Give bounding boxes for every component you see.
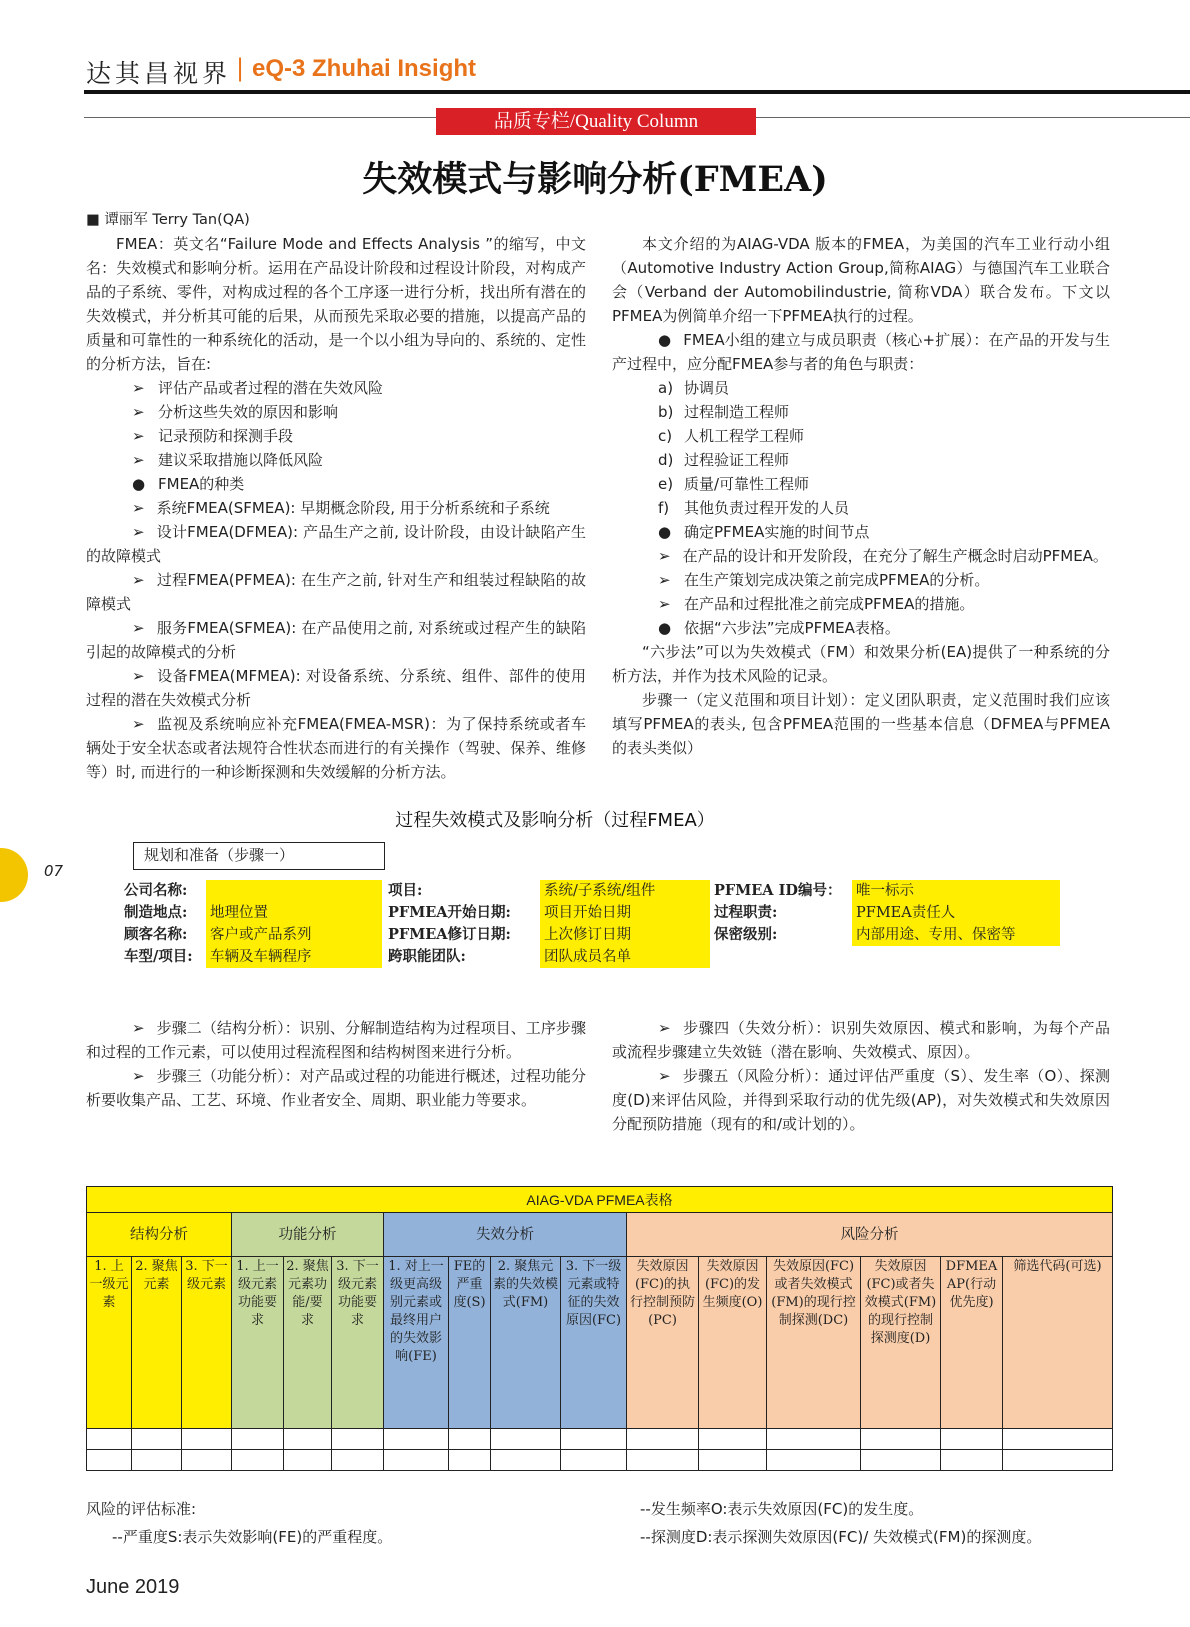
issue-date: June 2019 [86, 1576, 180, 1598]
column-header: FE的严重度(S) [449, 1257, 491, 1429]
brand-english: eQ-3 Zhuhai Insight [252, 55, 477, 82]
author-marker: ■ [86, 212, 100, 228]
bullet-heading: ● FMEA小组的建立与成员职责（核心+扩展）：在产品的开发与生产过程中，应分配FMEA参与者的角色与职责： [612, 331, 1110, 373]
arrow-icon: ➢ [132, 427, 145, 445]
criteria-occurrence: --发生频率O:表示失效原因(FC)的发生度。 [640, 1500, 924, 1518]
model-label: 车型/项目: [124, 948, 193, 965]
arrow-icon: ➢ [132, 1067, 145, 1085]
confidentiality-label: 保密级别: [714, 926, 778, 943]
step3-paragraph: ➢ 步骤三（功能分析）：对产品或过程的功能进行概述，过程功能分析要收集产品、工艺、环境、作业者安全、周期、职业能力等要求。 [86, 1067, 586, 1109]
column-header: 失效原因(FC)或者失效模式(FM)的现行控制探测(DC) [767, 1257, 861, 1429]
arrow-icon: ➢ [132, 1019, 145, 1037]
criteria-heading: 风险的评估标准: [86, 1500, 197, 1518]
group-failure-analysis: 失效分析 [384, 1213, 627, 1257]
group-risk-analysis: 风险分析 [627, 1213, 1113, 1257]
step4-paragraph: ➢ 步骤四（失效分析）：识别失效原因、模式和影响，为每个产品或流程步骤建立失效链（潜在影响、失效模式、原因）。 [612, 1019, 1110, 1061]
list-item: ➢ 设备FMEA(MFMEA): 对设备系统、分系统、组件、部件的使用过程的潜在失效模式分析 [86, 667, 586, 709]
pfmea-table [86, 1186, 1113, 1471]
author-name: 谭丽军 Terry Tan(QA) [104, 212, 250, 228]
column-header: 3. 下一级元素或特征的失效原因(FC) [561, 1257, 627, 1429]
pfmea-id-value: 唯一标示 [852, 880, 1060, 902]
bullet-icon: ● [132, 475, 146, 493]
arrow-icon: ➢ [132, 667, 145, 685]
list-item: ➢ 系统FMEA(SFMEA): 早期概念阶段, 用于分析系统和子系统 [132, 499, 550, 517]
column-header: 2. 聚焦元素功能/要求 [284, 1257, 332, 1429]
column-header: 2. 聚焦元素的失效模式(FM) [491, 1257, 561, 1429]
column-header: 1. 上一级元素 [87, 1257, 132, 1429]
pfmea-id-label: PFMEA ID编号： [714, 882, 842, 899]
table-row [87, 1429, 1113, 1450]
arrow-icon: ➢ [658, 1067, 671, 1085]
list-item: c) 人机工程学工程师 [658, 427, 805, 445]
step-one-box: 规划和准备（步骤一） [133, 842, 385, 870]
column-header: 失效原因(FC)的执行控制预防(PC) [627, 1257, 699, 1429]
arrow-icon: ➢ [132, 571, 145, 589]
list-item: ➢ 在生产策划完成决策之前完成PFMEA的分析。 [612, 568, 1110, 592]
column-header: 2. 聚焦元素 [132, 1257, 182, 1429]
article-title: 失效模式与影响分析(FMEA) [362, 159, 828, 200]
arrow-icon: ➢ [132, 451, 145, 469]
article-left-column [86, 208, 586, 784]
arrow-icon: ➢ [658, 1019, 671, 1037]
group-function-analysis: 功能分析 [232, 1213, 384, 1257]
arrow-icon: ➢ [658, 595, 671, 613]
list-item: b) 过程制造工程师 [658, 403, 790, 421]
list-item: ➢ 建议采取措施以降低风险 [86, 448, 586, 472]
revision-date-value: 上次修订日期 [540, 924, 710, 946]
customer-label: 顾客名称: [124, 926, 188, 943]
list-item: ➢ 分析这些失效的原因和影响 [86, 400, 586, 424]
bullet-heading: ● 依据“六步法”完成PFMEA表格。 [612, 616, 1110, 640]
column-header: 3. 下一级元素功能要求 [332, 1257, 384, 1429]
plant-value: 地理位置 [206, 902, 382, 924]
table-caption: AIAG-VDA PFMEA表格 [87, 1187, 1113, 1213]
list-item: a) 协调员 [658, 379, 730, 397]
step2-paragraph: ➢ 步骤二（结构分析）：识别、分解制造结构为过程项目、工序步骤和过程的工作元素，可以使用过程流程图和结构树图来进行分析。 [86, 1019, 586, 1061]
column-header: 筛选代码(可选) [1003, 1257, 1113, 1429]
bullet-icon: ● [658, 523, 672, 541]
team-label: 跨职能团队: [388, 948, 466, 965]
model-value: 车辆及车辆程序 [206, 946, 382, 968]
customer-value: 客户或产品系列 [206, 924, 382, 946]
arrow-icon: ➢ [132, 403, 145, 421]
list-item: ➢ 在产品和过程批准之前完成PFMEA的措施。 [612, 592, 1110, 616]
start-date-label: PFMEA开始日期: [388, 904, 511, 921]
pfmea-header-form [0, 880, 1190, 970]
list-item: ➢ 记录预防和探测手段 [86, 424, 586, 448]
table-row [87, 1450, 1113, 1471]
list-item: ➢ 设计FMEA(DFMEA): 产品生产之前, 设计阶段，由设计缺陷产生的故障模式 [86, 523, 586, 565]
group-structure-analysis: 结构分析 [87, 1213, 232, 1257]
subject-value: 系统/子系统/组件 [540, 880, 710, 902]
bullet-heading: ● 确定PFMEA实施的时间节点 [612, 520, 1110, 544]
page-number: 07 [44, 862, 64, 880]
list-item: d) 过程验证工程师 [658, 451, 790, 469]
article-right-column [612, 232, 1110, 760]
arrow-icon: ➢ [132, 619, 145, 637]
steps-right-column [612, 1016, 1110, 1136]
column-header: DFMEA AP(行动优先度) [941, 1257, 1003, 1429]
brand-chinese: 达其昌视界 [86, 59, 232, 88]
list-item: ➢ 过程FMEA(PFMEA): 在生产之前, 针对生产和组装过程缺陷的故障模式 [86, 571, 586, 613]
six-step-paragraph: “六步法”可以为失效模式（FM）和效果分析(EA)提供了一种系统的分析方法，并作为技术风险的记录。 [612, 643, 1110, 685]
plant-label: 制造地点: [124, 904, 188, 921]
brand-separator: | [236, 54, 245, 82]
arrow-icon: ➢ [132, 499, 145, 517]
company-label: 公司名称: [124, 882, 188, 899]
intro-paragraph: FMEA：英文名“Failure Mode and Effects Analysis ”的缩写，中文名：失效模式和影响分析。运用在产品设计阶段和过程设计阶段，对构成产品的子系统、零件，对构成过程的各个工序逐一进行分析，找出所有潜在的失效模式，并分析其可能的后果，从而预先采取必要的措施，以提高产品的质量和可靠性的一种系统化的活动，是一个以小组为导向的、系统的、定性的分析方法，旨在: [86, 235, 586, 373]
bullet-icon: ● [658, 331, 672, 349]
list-item: ➢ 评估产品或者过程的潜在失效风险 [86, 376, 586, 400]
revision-date-label: PFMEA修订日期: [388, 926, 511, 943]
author-line [86, 208, 586, 232]
list-item: e) 质量/可靠性工程师 [658, 475, 810, 493]
column-header: 失效原因(FC)或者失效模式(FM)的现行控制探测度(D) [861, 1257, 941, 1429]
bullet-icon: ● [658, 619, 672, 637]
column-header: 3. 下一级元素 [182, 1257, 232, 1429]
criteria-detection: --探测度D:表示探测失效原因(FC)/ 失效模式(FM)的探测度。 [640, 1528, 1042, 1546]
column-header: 失效原因(FC)的发生频度(O) [699, 1257, 767, 1429]
criteria-severity: --严重度S:表示失效影响(FE)的严重程度。 [112, 1528, 393, 1546]
step5-paragraph: ➢ 步骤五（风险分析）：通过评估严重度（S）、发生率（O）、探测度(D)来评估风险，并得到采取行动的优先级(AP)，对失效模式和失效原因分配预防措施（现有的和/或计划的）。 [612, 1067, 1110, 1133]
aiag-vda-paragraph: 本文介绍的为AIAG-VDA 版本的FMEA，为美国的汽车工业行动小组（Automotive Industry Action Group,简称AIAG）与德国汽车工业联合会（Verband der Automobilindustrie, 简称VDA）联合发布。下文以PFMEA为例简单介绍一下PFMEA执行的过程。 [612, 235, 1110, 325]
subject-label: 项目: [388, 882, 423, 899]
column-header: 1. 对上一级更高级别元素或最终用户的失效影响(FE) [384, 1257, 449, 1429]
company-value [206, 880, 382, 902]
list-item: ➢ 监视及系统响应补充FMEA(FMEA-MSR)：为了保持系统或者车辆处于安全状态或者法规符合性状态而进行的有关操作（驾驶、保养、维修等）时, 而进行的一种诊断探测和失效缓解的分析方法。 [86, 715, 586, 781]
pfmea-header-title: 过程失效模式及影响分析（过程FMEA） [395, 810, 715, 831]
responsibility-label: 过程职责: [714, 904, 778, 921]
masthead [86, 52, 1190, 92]
column-banner: 品质专栏/Quality Column [436, 108, 756, 135]
column-header: 1. 上一级元素功能要求 [232, 1257, 284, 1429]
arrow-icon: ➢ [132, 715, 145, 733]
step1-paragraph: 步骤一（定义范围和项目计划）：定义团队职责，定义范围时我们应该填写PFMEA的表头, 包含PFMEA范围的一些基本信息（DFMEA与PFMEA的表头类似） [612, 691, 1110, 757]
confidentiality-value: 内部用途、专用、保密等 [852, 924, 1060, 946]
responsibility-value: PFMEA责任人 [852, 902, 1060, 924]
steps-left-column [86, 1016, 586, 1112]
start-date-value: 项目开始日期 [540, 902, 710, 924]
list-item: ➢ 服务FMEA(SFMEA): 在产品使用之前, 对系统或过程产生的缺陷引起的故障模式的分析 [86, 619, 586, 661]
arrow-icon: ➢ [132, 379, 145, 397]
team-value: 团队成员名单 [540, 946, 710, 968]
arrow-icon: ➢ [658, 547, 671, 565]
list-item: f) 其他负责过程开发的人员 [658, 499, 850, 517]
arrow-icon: ➢ [132, 523, 145, 541]
arrow-icon: ➢ [658, 571, 671, 589]
list-item: ➢ 在产品的设计和开发阶段，在充分了解生产概念时启动PFMEA。 [658, 547, 1108, 565]
bullet-heading: ● FMEA的种类 [86, 472, 586, 496]
header-rule [84, 90, 1190, 94]
